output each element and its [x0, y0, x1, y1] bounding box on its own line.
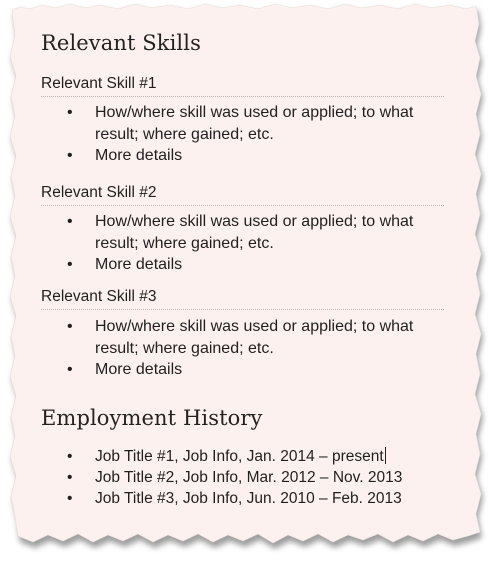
- skill-3-bullets: [95, 316, 425, 381]
- list-item: • More details: [95, 359, 425, 381]
- list-item: • How/where skill was used or applied; to what result; where gained; etc.: [95, 316, 425, 359]
- skill-2-bullets: [95, 211, 425, 276]
- employment-list[interactable]: [95, 446, 455, 509]
- skill-heading-2: Relevant Skill #2: [41, 184, 444, 206]
- list-item: • How/where skill was used or applied; to what result; where gained; etc.: [95, 211, 425, 254]
- job-entry-1[interactable]: Job Title #1, Job Info, Jan. 2014 – present: [95, 448, 384, 465]
- section-title-relevant-skills: Relevant Skills: [41, 31, 201, 55]
- section-title-employment-history: Employment History: [41, 406, 263, 430]
- skill-heading-1: Relevant Skill #1: [41, 75, 444, 97]
- list-item: • How/where skill was used or applied; to what result; where gained; etc.: [95, 102, 425, 145]
- list-item[interactable]: [95, 467, 455, 488]
- job-entry-2[interactable]: Job Title #2, Job Info, Mar. 2012 – Nov. 2013: [95, 469, 403, 486]
- text-cursor: [385, 447, 386, 464]
- skill-1-bullets: [95, 102, 425, 167]
- skill-heading-3: Relevant Skill #3: [41, 288, 444, 310]
- list-item[interactable]: [95, 488, 455, 509]
- list-item: • More details: [95, 145, 425, 167]
- list-item[interactable]: [95, 446, 455, 467]
- list-item: • More details: [95, 254, 425, 276]
- job-entry-3[interactable]: Job Title #3, Job Info, Jun. 2010 – Feb. 2013: [95, 490, 402, 507]
